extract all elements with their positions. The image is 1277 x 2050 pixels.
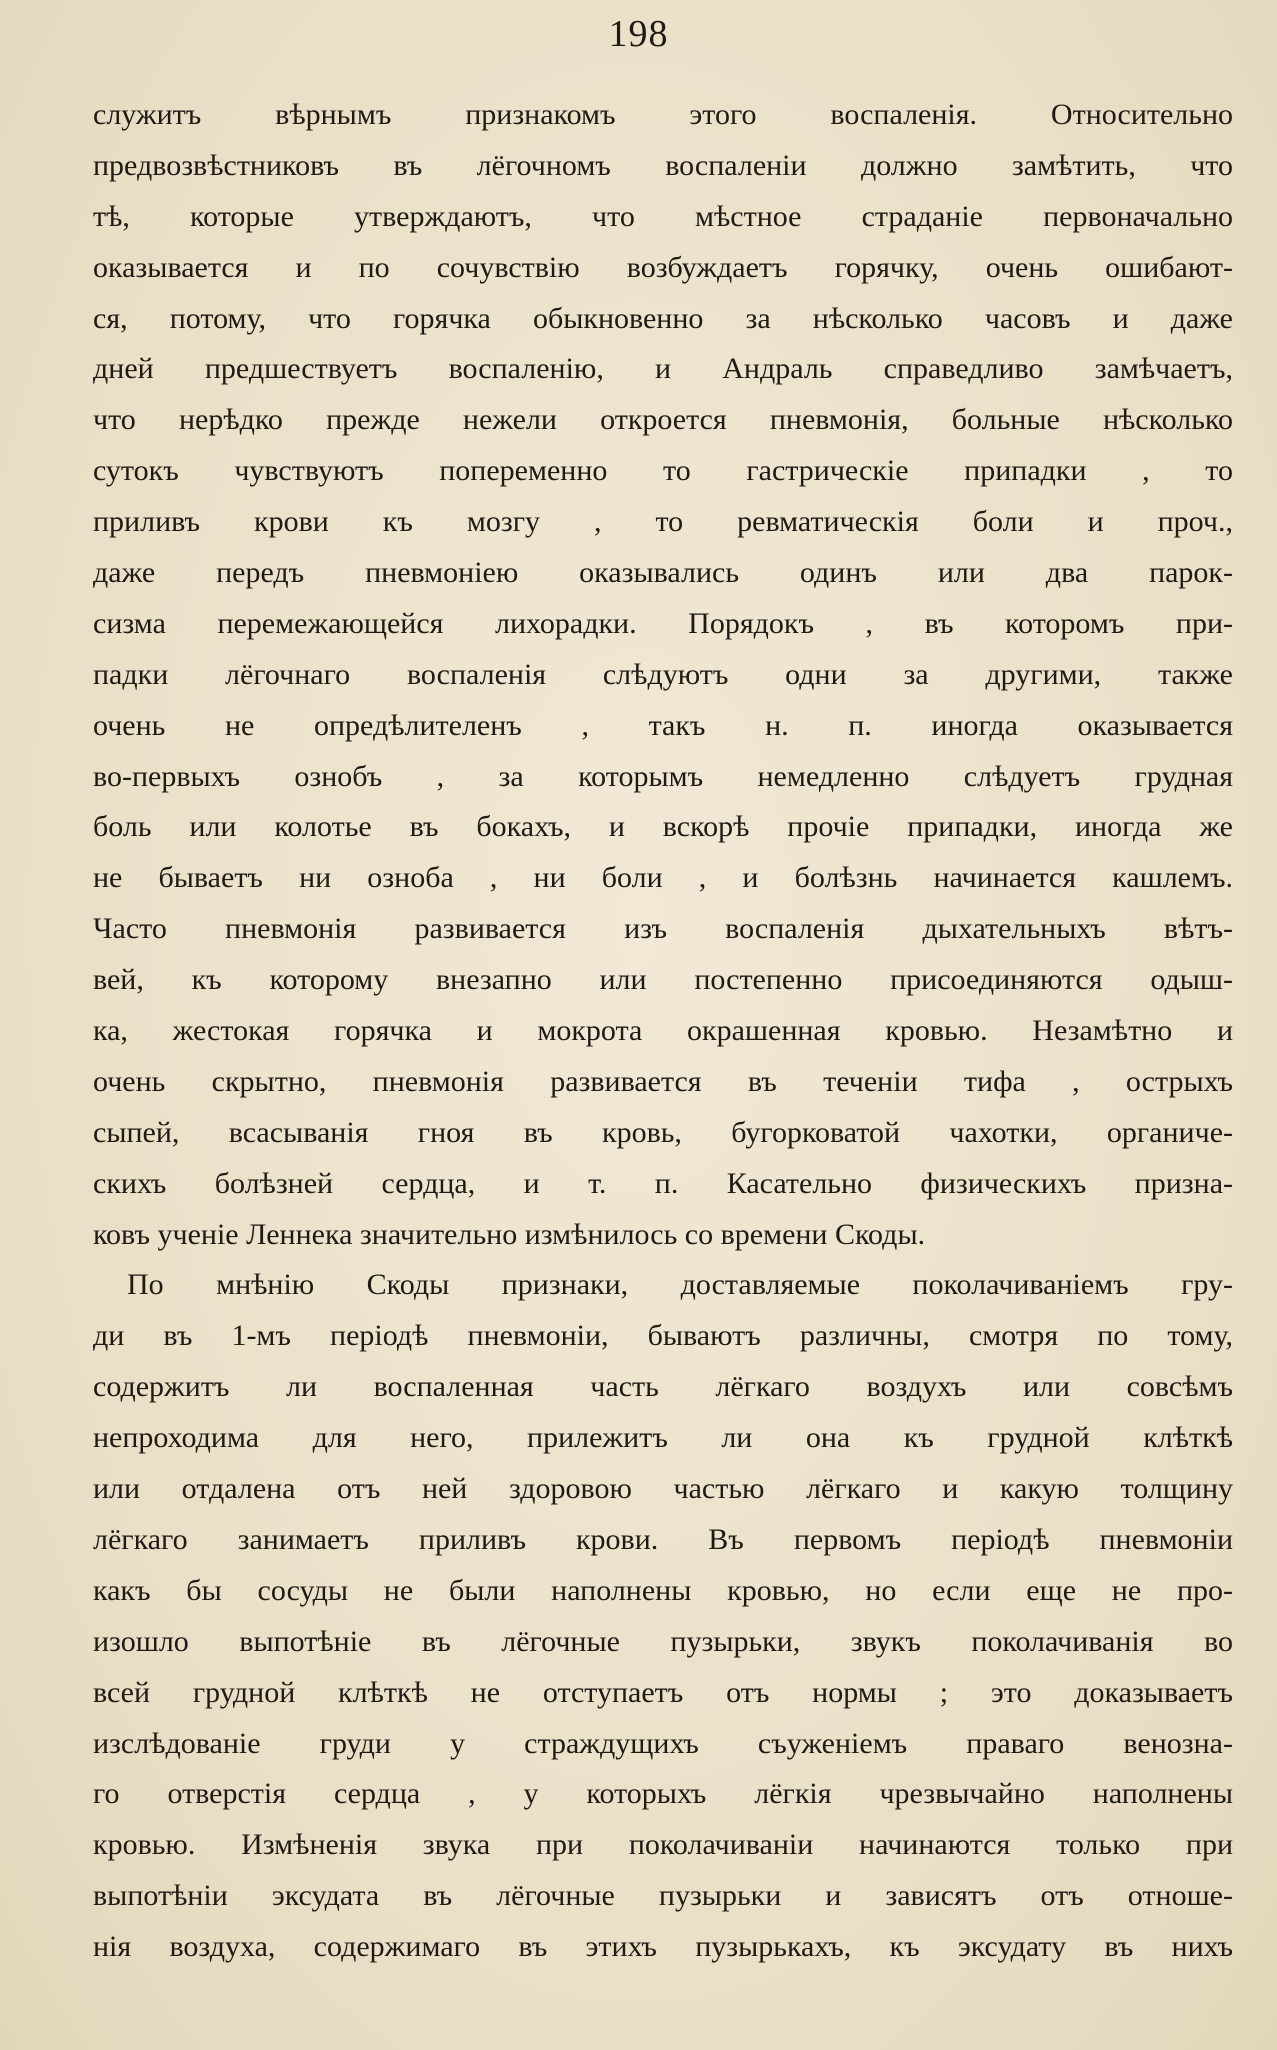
text-line: боль или колотье въ бокахъ, и вскорѣ прочіе припадки, иногда же [93, 810, 1233, 844]
text-line: непроходима для него, прилежитъ ли она къ грудной клѣткѣ [93, 1421, 1233, 1455]
text-line: сыпей, всасыванія гноя въ кровь, бугорковатой чахотки, органиче- [93, 1115, 1233, 1149]
text-line: падки лёгочнаго воспаленія слѣдуютъ одни за другими, также [93, 657, 1233, 691]
text-line: вей, къ которому внезапно или постепенно присоединяются одыш- [93, 963, 1233, 997]
text-line: кровью. Измѣненія звука при поколачиваніи начинаются только при [93, 1828, 1233, 1862]
text-line: нія воздуха, содержимаго въ этихъ пузырькахъ, къ эксудату въ нихъ [93, 1930, 1233, 1964]
text-line: сизма перемежающейся лихорадки. Порядокъ , въ которомъ при- [93, 606, 1233, 640]
text-line: что нерѣдко прежде нежели откроется пневмонія, больные нѣсколько [93, 403, 1233, 437]
text-line: дней предшествуетъ воспаленію, и Андраль справедливо замѣчаетъ, [93, 352, 1233, 386]
text-line: оказывается и по сочувствію возбуждаетъ горячку, очень ошибают- [93, 250, 1233, 284]
text-line: предвозвѣстниковъ въ лёгочномъ воспаленіи должно замѣтить, что [93, 148, 1233, 182]
text-line: выпотѣніи эксудата въ лёгочные пузырьки и зависятъ отъ отноше- [93, 1879, 1233, 1913]
text-line: ка, жестокая горячка и мокрота окрашенная кровью. Незамѣтно и [93, 1014, 1233, 1048]
text-line: не бываетъ ни озноба , ни боли , и болѣзнь начинается кашлемъ. [93, 861, 1233, 895]
text-line: приливъ крови къ мозгу , то ревматическія боли и проч., [93, 505, 1233, 539]
text-line: во-первыхъ ознобъ , за которымъ немедленно слѣдуетъ грудная [93, 759, 1233, 793]
text-line: служитъ вѣрнымъ признакомъ этого воспаленія. Относительно [93, 98, 1233, 131]
body-text [93, 90, 1233, 1973]
text-line: ковъ ученіе Леннека значительно измѣнилось со времени Скоды. [93, 1217, 926, 1251]
text-line: сутокъ чувствуютъ попеременно то гастрическіе припадки , то [93, 454, 1233, 488]
text-line: содержитъ ли воспаленная часть лёгкаго воздухъ или совсѣмъ [93, 1370, 1233, 1404]
text-line: всей грудной клѣткѣ не отступаетъ отъ нормы ; это доказываетъ [93, 1675, 1233, 1709]
text-line: тѣ, которые утверждаютъ, что мѣстное страданіе первоначально [93, 199, 1233, 233]
text-line: лёгкаго занимаетъ приливъ крови. Въ первомъ періодѣ пневмоніи [93, 1522, 1233, 1556]
text-line: По мнѣнію Скоды признаки, доставляемые поколачиваніемъ гру- [127, 1268, 1233, 1302]
page-number: 198 [608, 13, 669, 55]
text-line: ди въ 1-мъ періодѣ пневмоніи, бываютъ различны, смотря по тому, [93, 1319, 1233, 1353]
text-line: изслѣдованіе груди у страждущихъ съуженіемъ праваго венозна- [93, 1726, 1233, 1760]
text-line: какъ бы сосуды не были наполнены кровью, но если еще не про- [93, 1573, 1233, 1607]
text-line: даже передъ пневмоніею оказывались одинъ или два парок- [93, 556, 1233, 590]
text-line: очень не опредѣлителенъ , такъ н. п. иногда оказывается [93, 708, 1233, 742]
text-line: скихъ болѣзней сердца, и т. п. Касательно физическихъ призна- [93, 1166, 1233, 1200]
text-line: Часто пневмонія развивается изъ воспаленія дыхательныхъ вѣтъ- [93, 912, 1233, 946]
text-line: го отверстія сердца , у которыхъ лёгкія чрезвычайно наполнены [93, 1777, 1233, 1811]
text-line: или отдалена отъ ней здоровою частью лёгкаго и какую толщину [93, 1472, 1233, 1506]
text-line: изошло выпотѣніе въ лёгочные пузырьки, звукъ поколачиванія во [93, 1624, 1233, 1658]
text-line: очень скрытно, пневмонія развивается въ теченіи тифа , острыхъ [93, 1064, 1233, 1098]
text-line: ся, потому, что горячка обыкновенно за нѣсколько часовъ и даже [93, 301, 1233, 335]
